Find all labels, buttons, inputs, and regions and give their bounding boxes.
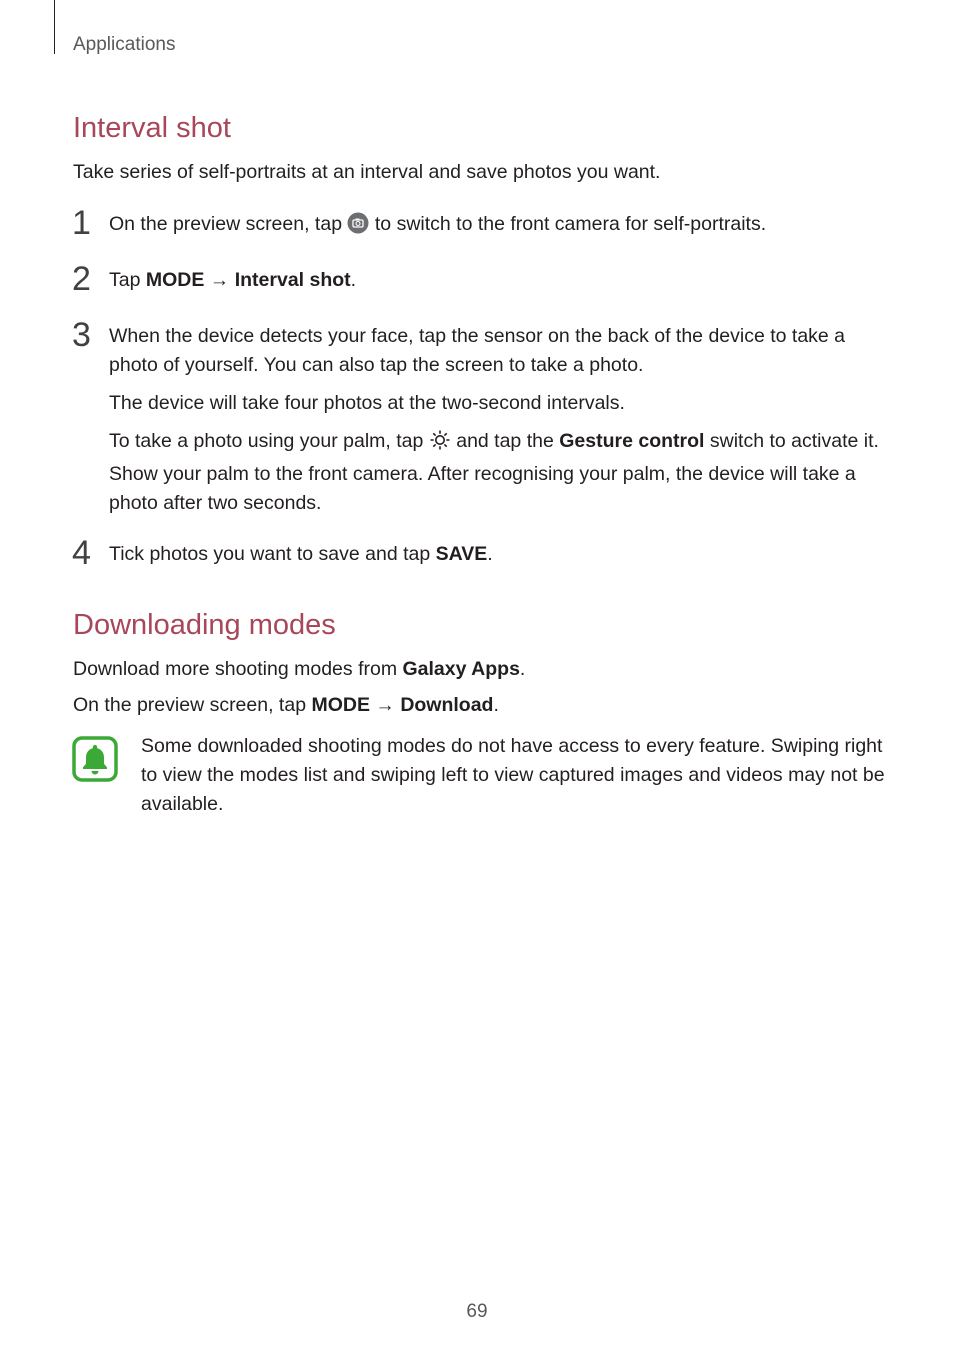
arrow-2: →: [375, 694, 395, 716]
step-3-text-3: [109, 427, 884, 518]
step-number-3: 3: [72, 316, 91, 354]
step-3-text-1: When the device detects your face, tap the sensor on the back of the device to take a photo of yourself. You can also tap the screen to take a photo.: [109, 325, 846, 376]
note-text: Some downloaded shooting modes do not have access to every feature. Swiping right to view the modes list and swiping left to view captured images and videos may not be available.: [141, 735, 885, 815]
mode-label: MODE: [145, 269, 205, 291]
step-number-1: 1: [72, 204, 91, 242]
step-3-text-2: The device will take four photos at the two-second intervals.: [109, 392, 625, 414]
download-line-1-after: .: [519, 658, 526, 680]
step-3-palm-mid: and tap the: [456, 430, 554, 452]
download-line-1-before: Download more shooting modes from: [73, 658, 398, 680]
page-number: 69: [466, 1301, 488, 1322]
bell-note-icon: [72, 736, 118, 782]
step-1-before: On the preview screen, tap: [109, 213, 343, 235]
step-4-before: Tick photos you want to save and tap: [109, 543, 431, 565]
mode-label-2: MODE: [311, 694, 370, 716]
galaxy-apps-label: Galaxy Apps: [402, 658, 520, 680]
interval-shot-intro: Take series of self-portraits at an interval and save photos you want.: [73, 161, 661, 183]
step-2-after: .: [350, 269, 357, 291]
download-line-1: [73, 655, 893, 684]
step-4-text: [109, 540, 899, 569]
step-number-4: 4: [72, 534, 91, 572]
download-line-2: [73, 691, 893, 720]
interval-shot-label: Interval shot: [234, 269, 351, 291]
download-label: Download: [400, 694, 494, 716]
arrow: →: [209, 269, 230, 291]
save-label: SAVE: [435, 543, 488, 565]
step-3-palm-before: To take a photo using your palm, tap: [109, 430, 424, 452]
gear-icon: [429, 429, 451, 460]
downloading-modes-title: Downloading modes: [73, 609, 336, 641]
interval-shot-title: Interval shot: [73, 112, 231, 144]
gesture-control-label: Gesture control: [559, 430, 705, 452]
switch-camera-icon: [347, 212, 369, 243]
step-3-palm-after: switch to activate it. Show your palm to the front camera. After recognising your palm, the device will take a photo after two seconds.: [109, 430, 879, 514]
step-1-text: [109, 210, 899, 243]
step-1-after: to switch to the front camera for self-portraits.: [374, 213, 767, 235]
step-number-2: 2: [72, 260, 91, 298]
download-line-2-after: .: [493, 694, 499, 716]
step-2-text: [109, 266, 899, 295]
step-4-after: .: [487, 543, 493, 565]
step-2-before: Tap: [109, 269, 141, 291]
download-line-2-before: On the preview screen, tap: [73, 694, 307, 716]
section-header: Applications: [73, 34, 176, 55]
header-rule: [54, 0, 55, 54]
